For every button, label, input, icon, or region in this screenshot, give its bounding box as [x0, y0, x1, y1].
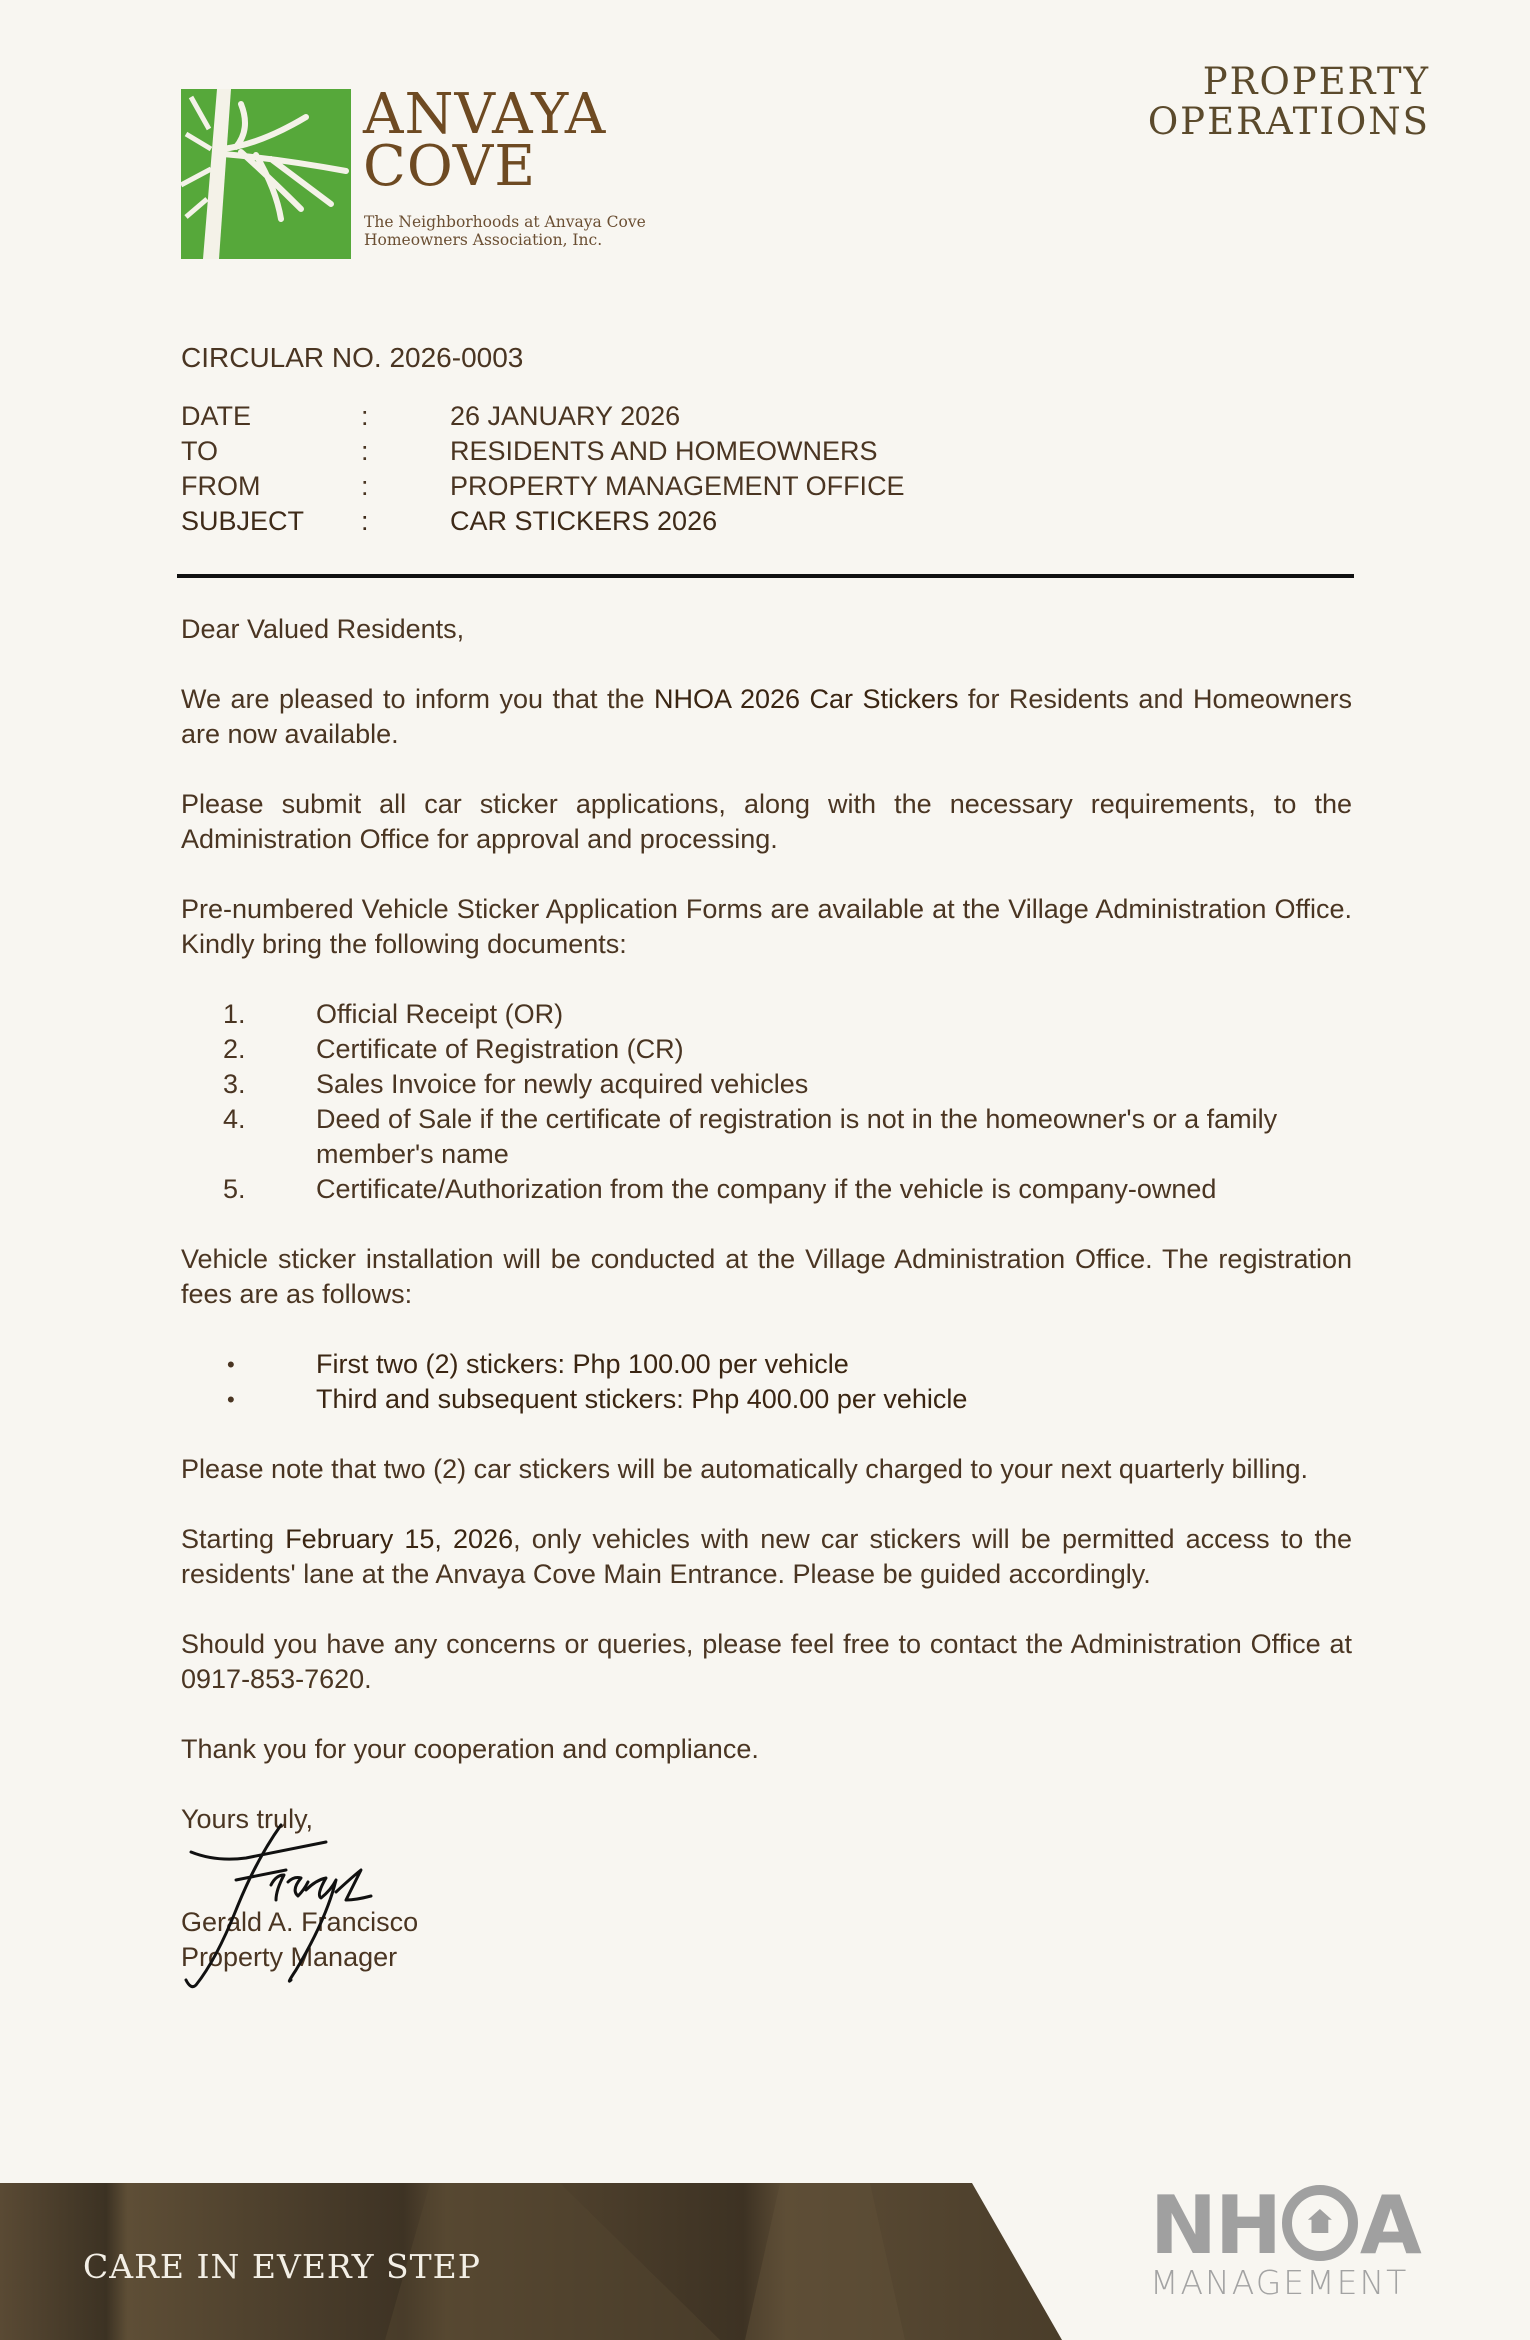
list-number: 5.: [223, 1174, 246, 1204]
fee-item: [181, 1382, 1352, 1417]
nhoa-wordmark: [1150, 2179, 1450, 2272]
meta-row-to: [181, 434, 905, 469]
signatory-title: Property Manager: [181, 1942, 398, 1972]
paragraph-deadline: [181, 1522, 1352, 1592]
signatory-name: Gerald A. Francisco: [181, 1907, 419, 1937]
memo-header: [181, 399, 905, 539]
list-text: Certificate/Authorization from the company if the vehicle is company-owned: [316, 1174, 1217, 1204]
logo-wordmark: [363, 82, 607, 199]
paragraph-thanks: Thank you for your cooperation and compliance.: [181, 1734, 759, 1764]
list-text: Certificate of Registration (CR): [316, 1034, 684, 1064]
list-text: Sales Invoice for newly acquired vehicles: [316, 1069, 809, 1099]
paragraph-contact: Should you have any concerns or queries, please feel free to contact the Administration Office at 0917-853-7620.: [181, 1629, 1352, 1694]
paragraph-billing: Please note that two (2) car stickers will be automatically charged to your next quarterly billing.: [181, 1454, 1309, 1484]
paragraph-announcement: [181, 682, 1352, 752]
list-number: 3.: [223, 1069, 246, 1099]
nhoa-letters-right: A: [1359, 2179, 1420, 2272]
department-heading: [1148, 62, 1430, 142]
anvaya-cove-logo: [181, 82, 661, 261]
fee-text: First two (2) stickers: Php 100.00 per vehicle: [316, 1349, 849, 1379]
meta-value: PROPERTY MANAGEMENT OFFICE: [450, 471, 905, 501]
list-item: [181, 1102, 1352, 1172]
logo-tagline-2: Homeowners Association, Inc.: [364, 231, 603, 249]
fee-item: [181, 1347, 1352, 1382]
department-line-1: PROPERTY: [1202, 60, 1430, 103]
circular-number: CIRCULAR NO. 2026-0003: [181, 342, 524, 373]
meta-row-date: [181, 399, 905, 434]
signature-block: [181, 1802, 1352, 1972]
paragraph-installation: Vehicle sticker installation will be conducted at the Village Administration Office. The registration fees are as follows:: [181, 1244, 1352, 1309]
logo-tagline-1: The Neighborhoods at Anvaya Cove: [364, 213, 646, 231]
community-house-icon: [1282, 2185, 1358, 2261]
logo-tagline: [364, 213, 646, 249]
meta-key: SUBJECT: [181, 506, 305, 536]
logo-line-1: ANVAYA: [363, 82, 607, 147]
meta-key: DATE: [181, 401, 252, 431]
handwritten-signature-icon: [176, 1820, 386, 1990]
meta-value: RESIDENTS AND HOMEOWNERS: [450, 436, 878, 466]
letter-body: [181, 612, 1353, 1972]
meta-value: 26 JANUARY 2026: [450, 401, 681, 431]
meta-separator: :: [361, 471, 369, 501]
list-number: 2.: [223, 1034, 246, 1064]
meta-row-subject: [181, 504, 905, 539]
text: Starting: [181, 1524, 286, 1554]
list-item: [181, 1032, 1352, 1067]
list-item: [181, 1172, 1352, 1207]
fees-list: [181, 1347, 1352, 1417]
meta-key: TO: [181, 436, 219, 466]
emphasis-date: February 15, 2026: [285, 1524, 514, 1554]
meta-row-from: [181, 469, 905, 504]
list-item: [181, 1067, 1352, 1102]
text: , only vehicles with new car stickers will be permitted access to the residents' lane at the Anvaya Cove Main Entrance. Please be guided accordingly.: [181, 1524, 1352, 1589]
header-divider: [177, 574, 1354, 578]
closing: Yours truly,: [181, 1804, 314, 1834]
nhoa-subtitle: MANAGEMENT: [1150, 2263, 1409, 2302]
logo-line-2: COVE: [363, 134, 537, 199]
required-documents-list: [181, 997, 1352, 1207]
meta-value: CAR STICKERS 2026: [450, 506, 718, 536]
meta-separator: :: [361, 436, 369, 466]
list-number: 1.: [223, 999, 246, 1029]
list-number: 4.: [223, 1104, 246, 1134]
list-text: Deed of Sale if the certificate of registration is not in the homeowner's or a family member's name: [316, 1104, 1278, 1169]
meta-separator: :: [361, 401, 369, 431]
text: We are pleased to inform you that the: [181, 684, 654, 714]
nhoa-management-logo: [1150, 2179, 1450, 2305]
bullet-icon: •: [227, 1387, 235, 1412]
list-text: Official Receipt (OR): [316, 999, 564, 1029]
meta-separator: :: [361, 506, 369, 536]
bamboo-icon: [181, 89, 351, 259]
bullet-icon: •: [227, 1352, 235, 1377]
footer-tagline: CARE IN EVERY STEP: [83, 2247, 481, 2286]
salutation: Dear Valued Residents,: [181, 614, 465, 644]
list-item: [181, 997, 1352, 1032]
paragraph-submission: Please submit all car sticker applications, along with the necessary requirements, to the Administration Office for approval and processing.: [181, 789, 1352, 854]
nhoa-letters-left: NH: [1150, 2179, 1280, 2272]
meta-key: FROM: [181, 471, 261, 501]
emphasis-product: NHOA 2026 Car Stickers: [653, 684, 959, 714]
paragraph-forms: Pre-numbered Vehicle Sticker Application Forms are available at the Village Administration Office. Kindly bring the following documents:: [181, 894, 1352, 959]
fee-text: Third and subsequent stickers: Php 400.00 per vehicle: [316, 1384, 968, 1414]
text: for Residents and Homeowners are now available.: [181, 684, 1353, 749]
department-line-2: OPERATIONS: [1147, 100, 1430, 143]
